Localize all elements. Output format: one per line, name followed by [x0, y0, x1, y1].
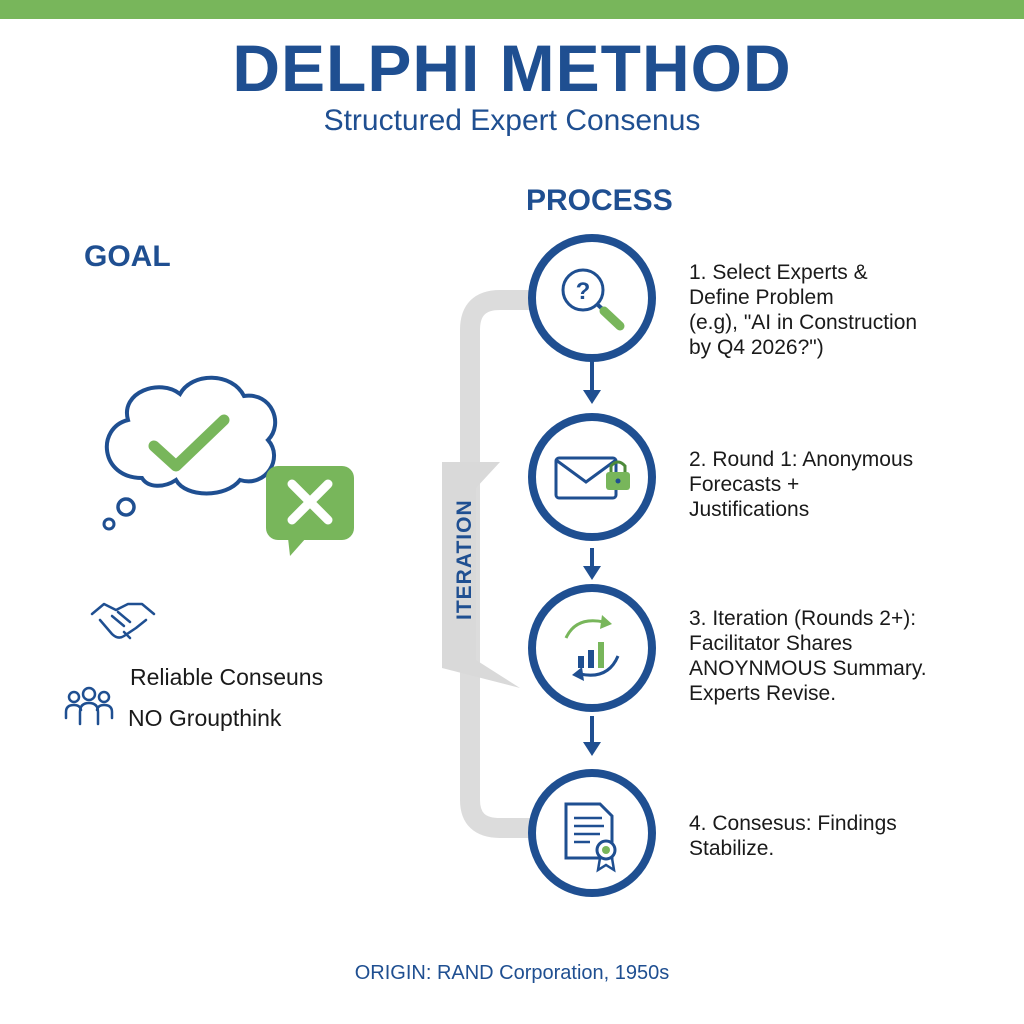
step-2-line: Justifications — [689, 498, 810, 521]
thought-bubble-check-icon — [104, 378, 275, 529]
process-heading: PROCESS — [526, 184, 673, 217]
step-4-text — [689, 811, 1009, 861]
step-1-circle — [532, 238, 652, 358]
origin-footer: ORIGIN: RAND Corporation, 1950s — [354, 962, 670, 984]
step-1-text — [689, 260, 1009, 360]
step-3-line: 3. Iteration (Rounds 2+): — [689, 607, 917, 630]
step-3-line: Facilitator Shares — [689, 632, 853, 655]
people-group-icon — [66, 688, 112, 724]
handshake-icon — [92, 604, 154, 638]
step-2-circle — [532, 417, 652, 537]
step-4-circle — [532, 773, 652, 893]
iteration-label: ITERATION — [453, 499, 476, 620]
step-3-line: ANOYNMOUS Summary. — [689, 657, 927, 680]
step-1-line: (e.g), "AI in Construction — [689, 311, 918, 334]
step-2-line: 2. Round 1: Anonymous — [689, 448, 914, 471]
step-1-line: 1. Select Experts & — [689, 261, 868, 284]
step-4-line: 4. Consesus: Findings — [689, 812, 897, 835]
step-2-line: Forecasts + — [689, 473, 800, 496]
step-4-line: Stabilize. — [689, 837, 775, 860]
step-1-line: Define Problem — [689, 286, 834, 309]
page-title: DELPHI METHOD — [232, 31, 792, 105]
step-3-line: Experts Revise. — [689, 682, 837, 705]
page-subtitle: Structured Expert Consenus — [323, 104, 701, 137]
speech-bubble-x-icon — [266, 466, 354, 556]
goal-item-reliable-consensus: Reliable Conseuns — [130, 664, 324, 690]
step-2-text — [689, 447, 1009, 522]
goal-item-no-groupthink: NO Groupthink — [128, 705, 282, 731]
step-1-line: by Q4 2026?") — [689, 336, 824, 359]
goal-heading: GOAL — [84, 240, 171, 273]
svg-text:?: ? — [575, 278, 591, 305]
step-3-text — [689, 606, 1009, 706]
step-3-circle — [532, 588, 652, 708]
